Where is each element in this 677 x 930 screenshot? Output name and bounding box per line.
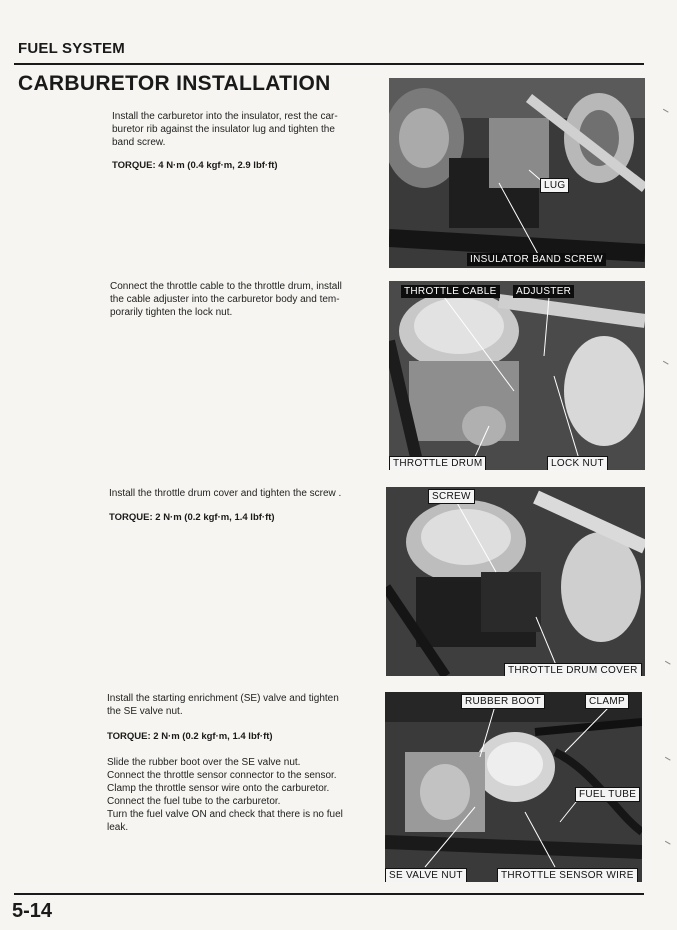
- step-4-line: Slide the rubber boot over the SE valve nut.: [107, 757, 301, 768]
- callout-throttle-cable: THROTTLE CABLE: [401, 285, 500, 298]
- step-4-text-continued: [107, 756, 379, 834]
- step-1-text: [112, 110, 382, 149]
- step-4-line: Connect the throttle sensor connector to the sensor.: [107, 770, 337, 781]
- page-number: 5-14: [12, 900, 53, 922]
- callout-lock-nut: LOCK NUT: [547, 456, 608, 470]
- footer-rule: [14, 893, 644, 895]
- callout-throttle-drum-cover: THROTTLE DRUM COVER: [504, 663, 642, 676]
- step-3-text: [109, 487, 381, 500]
- header-rule: [14, 63, 644, 65]
- step-4-line: Install the starting enrichment (SE) valve and tighten: [107, 693, 339, 704]
- step-1-line: Install the carburetor into the insulator, rest the car-: [112, 111, 338, 122]
- callout-throttle-drum: THROTTLE DRUM: [389, 456, 486, 470]
- callout-lug: LUG: [540, 178, 569, 193]
- scan-mark: [663, 757, 670, 763]
- photo-3-illustration: [386, 487, 645, 676]
- page-title: CARBURETOR INSTALLATION: [18, 72, 331, 95]
- scan-mark: [663, 841, 670, 847]
- step-4-line: the SE valve nut.: [107, 706, 183, 717]
- photo-se-valve: [385, 692, 642, 882]
- callout-adjuster: ADJUSTER: [513, 285, 574, 298]
- step-4-torque: TORQUE: 2 N·m (0.2 kgf·m, 1.4 lbf·ft): [107, 731, 273, 742]
- scan-mark: [661, 109, 668, 115]
- callout-throttle-sensor-wire: THROTTLE SENSOR WIRE: [497, 868, 638, 882]
- photo-throttle-drum-cover: [386, 487, 645, 676]
- step-2-text: [110, 280, 382, 319]
- callout-rubber-boot: RUBBER BOOT: [461, 694, 545, 709]
- scan-mark: [661, 361, 668, 367]
- callout-se-valve-nut: SE VALVE NUT: [385, 868, 467, 882]
- step-4-line: Clamp the throttle sensor wire onto the carburetor.: [107, 783, 330, 794]
- step-2-line: the cable adjuster into the carburetor body and tem-: [110, 294, 340, 305]
- callout-screw: SCREW: [428, 489, 475, 504]
- step-1-torque: TORQUE: 4 N·m (0.4 kgf·m, 2.9 lbf·ft): [112, 160, 278, 171]
- callout-fuel-tube: FUEL TUBE: [575, 787, 640, 802]
- callout-insulator-band-screw: INSULATOR BAND SCREW: [467, 253, 606, 266]
- photo-2-illustration: [389, 281, 645, 470]
- step-3-torque: TORQUE: 2 N·m (0.2 kgf·m, 1.4 lbf·ft): [109, 512, 275, 523]
- scan-mark: [663, 661, 670, 667]
- step-3-line: Install the throttle drum cover and tighten the screw .: [109, 488, 342, 499]
- step-2-line: Connect the throttle cable to the throttle drum, install: [110, 281, 342, 292]
- step-4-text: [107, 692, 379, 718]
- callout-clamp: CLAMP: [585, 694, 629, 709]
- photo-carburetor-insulator: [389, 78, 645, 268]
- photo-throttle-cable: [389, 281, 645, 470]
- step-2-line: porarily tighten the lock nut.: [110, 307, 233, 318]
- step-1-line: band screw.: [112, 137, 166, 148]
- step-1-line: buretor rib against the insulator lug and tighten the: [112, 124, 335, 135]
- step-4-line: Connect the fuel tube to the carburetor.: [107, 796, 281, 807]
- photo-1-illustration: [389, 78, 645, 268]
- section-header: FUEL SYSTEM: [18, 40, 125, 57]
- step-4-line: Turn the fuel valve ON and check that there is no fuel: [107, 809, 343, 820]
- step-4-line: leak.: [107, 822, 129, 833]
